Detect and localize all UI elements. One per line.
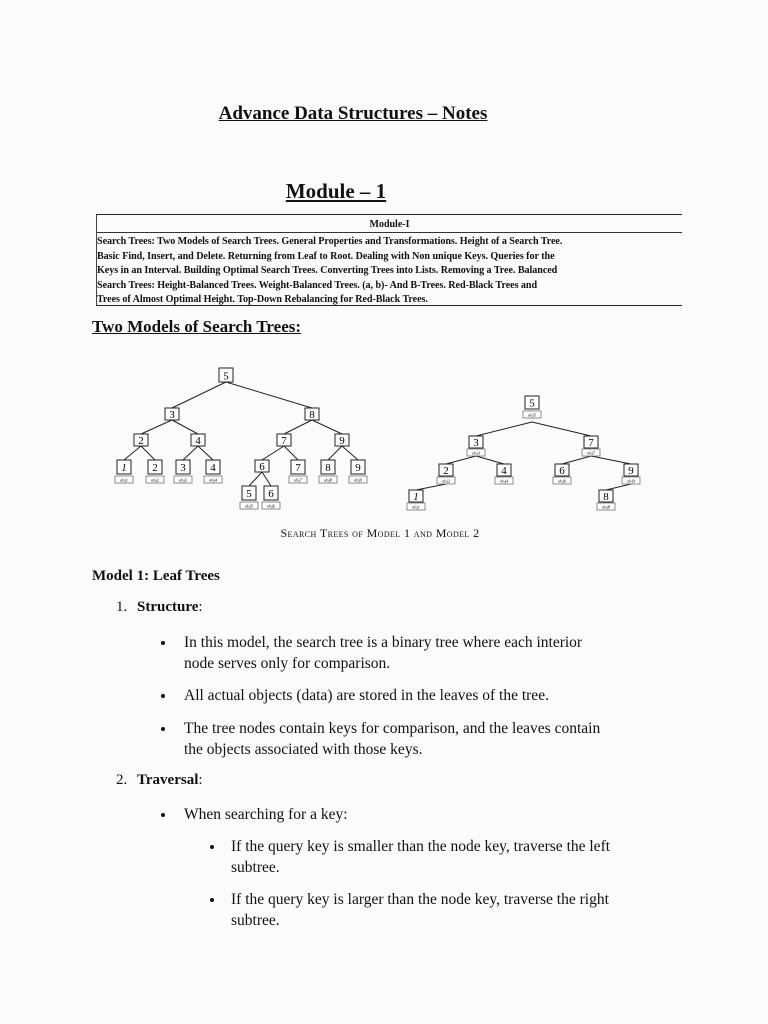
node-object: obj2 [441, 478, 451, 484]
module-heading: Module – 1 [285, 179, 387, 203]
item-number: 2. [116, 772, 128, 788]
tree-node [582, 436, 600, 456]
leaf-node [289, 460, 307, 483]
leaf-object: obj1 [119, 477, 129, 483]
section-heading: Two Models of Search Trees: [92, 317, 302, 336]
leaf-node [319, 460, 337, 483]
tree-node [165, 408, 179, 421]
tree-node [191, 434, 205, 447]
bullet-dot [161, 813, 165, 817]
leaf-key: 6 [268, 488, 274, 500]
bullet-line: When searching for a key: [184, 806, 348, 823]
tree-node [305, 408, 319, 421]
node-key: 2 [443, 465, 449, 477]
leaf-object: obj2 [150, 477, 160, 483]
tree1-internal-nodes [134, 368, 349, 473]
node-key: 8 [309, 409, 315, 421]
tree-node [335, 434, 349, 447]
node-key: 7 [588, 437, 594, 449]
node-key: 1 [413, 491, 419, 503]
node-key: 9 [339, 435, 345, 447]
tree-node [553, 464, 571, 484]
syllabus-box [96, 214, 682, 306]
tree1-leaves [115, 460, 367, 509]
syllabus-text [97, 233, 682, 308]
node-key: 4 [501, 465, 507, 477]
bullet-line: node serves only for comparison. [184, 655, 391, 672]
page-title: Advance Data Structures – Notes [218, 103, 488, 124]
tree-node [437, 464, 455, 484]
syllabus-line: Search Trees: Two Models of Search Trees. General Properties and Transformations. Height of a Search Tree. [97, 236, 563, 247]
bullet-dot [210, 898, 214, 902]
node-key: 3 [473, 437, 479, 449]
bullet-line: The tree nodes contain keys for comparison, and the leaves contain [184, 720, 601, 737]
model-heading: Model 1: Leaf Trees [92, 568, 220, 584]
node-key: 6 [559, 465, 565, 477]
leaf-key: 1 [121, 462, 127, 474]
node-object: obj1 [411, 504, 421, 510]
leaf-node [146, 460, 164, 483]
list-item-heading [116, 599, 203, 616]
bullet-line: subtree. [231, 859, 280, 876]
syllabus-line: Search Trees: Height-Balanced Trees. Weight-Balanced Trees. (a, b)- And B-Trees. Red-Black Trees and [97, 279, 538, 291]
tree-node [407, 490, 425, 510]
bullet-line: subtree. [231, 912, 280, 929]
item-label: Traversal [137, 772, 199, 788]
list-item [184, 718, 684, 760]
node-key: 4 [195, 435, 201, 447]
tree-node [255, 460, 269, 473]
list-item [184, 685, 684, 706]
leaf-object: obj7 [293, 477, 303, 483]
item-suffix: : [198, 599, 203, 615]
bullet-line: If the query key is smaller than the node key, traverse the left [231, 838, 611, 855]
node-key: 3 [169, 409, 175, 421]
bullet-dot [161, 727, 165, 731]
leaf-object: obj6 [266, 503, 276, 509]
node-object: obj9 [626, 478, 636, 484]
syllabus-line: Basic Find, Insert, and Delete. Returning from Leaf to Root. Dealing with Non unique Keys. Queries for the [97, 250, 555, 262]
syllabus-line: Keys in an Interval. Building Optimal Search Trees. Converting Trees into Lists. Removing a Tree. Balanced [97, 265, 558, 277]
leaf-node [262, 486, 280, 509]
item-suffix: : [198, 772, 203, 788]
list-item [184, 804, 684, 825]
item-label: Structure [137, 599, 199, 615]
list-item [231, 889, 691, 931]
bullet-line: If the query key is larger than the node key, traverse the right [231, 891, 609, 908]
leaf-object: obj5 [244, 503, 254, 509]
node-key: 5 [223, 370, 229, 383]
leaf-node [240, 486, 258, 509]
tree2-nodes [407, 396, 640, 510]
node-object: obj3 [471, 450, 481, 456]
node-object: obj6 [557, 478, 567, 484]
tree-node [523, 396, 541, 418]
node-key: 8 [603, 491, 609, 503]
node-object: obj8 [601, 504, 611, 510]
leaf-key: 3 [180, 462, 186, 474]
bullet-line: the objects associated with those keys. [184, 741, 423, 758]
leaf-key: 7 [295, 462, 301, 474]
bullet-dot [161, 694, 165, 698]
bullet-dot [210, 845, 214, 849]
bullet-line: In this model, the search tree is a binary tree where each interior [184, 634, 583, 651]
list-item-heading [116, 772, 203, 789]
node-object: obj5 [527, 412, 537, 418]
leaf-node [115, 460, 133, 483]
leaf-key: 9 [355, 462, 361, 474]
leaf-key: 4 [210, 462, 216, 474]
tree-node [597, 490, 615, 510]
node-object: obj7 [586, 450, 596, 456]
tree-node [622, 464, 640, 484]
item-number: 1. [116, 599, 128, 615]
tree-node [277, 434, 291, 447]
syllabus-heading: Module-I [97, 215, 682, 233]
node-key: 9 [628, 465, 634, 477]
leaf-key: 2 [152, 462, 158, 474]
node-key: 5 [529, 397, 535, 410]
search-trees-figure [96, 360, 686, 530]
leaf-node [204, 460, 222, 483]
list-item [184, 632, 684, 674]
bullet-line: All actual objects (data) are stored in the leaves of the tree. [184, 687, 549, 704]
node-key: 7 [281, 435, 287, 447]
tree-node [467, 436, 485, 456]
leaf-node [174, 460, 192, 483]
tree-node [219, 368, 233, 383]
leaf-key: 8 [325, 462, 331, 474]
figure-caption: Search Trees of Model 1 and Model 2 [280, 526, 480, 540]
leaf-object: obj4 [208, 477, 218, 483]
leaf-object: obj3 [178, 477, 188, 483]
leaf-object: obj8 [323, 477, 333, 483]
bullet-dot [161, 641, 165, 645]
node-key: 6 [259, 461, 265, 473]
leaf-key: 5 [246, 488, 252, 500]
leaf-object: obj9 [353, 477, 363, 483]
leaf-node [349, 460, 367, 483]
tree-node [495, 464, 513, 484]
tree-node [134, 434, 148, 447]
node-object: obj4 [499, 478, 509, 484]
list-item [231, 836, 691, 878]
node-key: 2 [138, 435, 144, 447]
syllabus-line: Trees of Almost Optimal Height. Top-Down Rebalancing for Red-Black Trees. [97, 294, 428, 306]
